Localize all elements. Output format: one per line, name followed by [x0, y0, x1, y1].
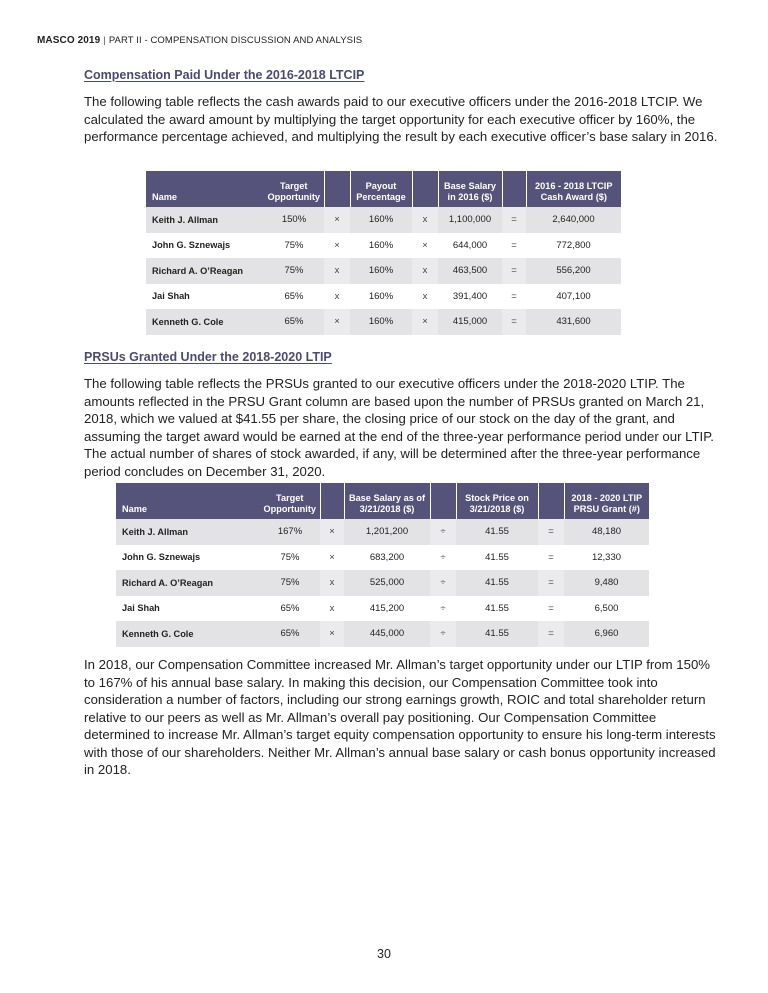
cell-operator: × [320, 621, 344, 647]
cell-operator: = [502, 258, 526, 284]
cell-operator: × [320, 519, 344, 545]
cell-award: 772,800 [556, 239, 591, 251]
col-header-name: Name [116, 483, 260, 519]
cell-salary: 1,100,000 [438, 207, 502, 233]
cell-operator: × [324, 309, 350, 335]
cell-operator: = [502, 207, 526, 233]
table-row [116, 621, 649, 647]
cell-operator: ÷ [430, 570, 456, 596]
cell-target: 75% [284, 239, 304, 251]
table-row [116, 519, 649, 545]
cell-price: 41.55 [456, 519, 538, 545]
cell-name: Richard A. O’Reagan [116, 570, 260, 596]
cell-grant: 48,180 [564, 519, 649, 545]
table-row [146, 207, 621, 233]
cell-name: Keith J. Allman [146, 207, 264, 233]
page-header [37, 35, 362, 46]
table-row [116, 545, 649, 571]
header-section: PART II - COMPENSATION DISCUSSION AND ANALYSIS [108, 35, 363, 46]
cell-grant: 6,960 [564, 621, 649, 647]
cell-salary: 415,200 [369, 602, 405, 614]
cell-name: Kenneth G. Cole [146, 309, 264, 335]
cell-award: 431,600 [526, 309, 621, 335]
cell-operator: x [320, 570, 344, 596]
cell-name: Jai Shah [122, 603, 160, 614]
cell-payout: 160% [350, 258, 412, 284]
cell-operator: × [324, 207, 350, 233]
cell-operator: × [334, 239, 340, 251]
cell-operator: x [422, 290, 428, 302]
table-row [146, 309, 621, 335]
cell-operator: = [502, 309, 526, 335]
table-row [116, 570, 649, 596]
cell-operator: x [329, 602, 335, 614]
cell-grant: 9,480 [564, 570, 649, 596]
cell-operator: × [412, 309, 438, 335]
table-row [116, 596, 649, 622]
col-header-payout: Payout Percentage [350, 171, 412, 207]
cell-award: 556,200 [526, 258, 621, 284]
col-header-salary: Base Salary in 2016 ($) [438, 171, 502, 207]
col-header-price: Stock Price on 3/21/2018 ($) [456, 483, 538, 519]
col-header-award: 2016 - 2018 LTCIP Cash Award ($) [526, 171, 621, 207]
cell-payout: 160% [350, 309, 412, 335]
cell-operator: = [538, 519, 564, 545]
cell-operator: x [334, 290, 340, 302]
col-header-grant: 2018 - 2020 LTIP PRSU Grant (#) [564, 483, 649, 519]
cell-payout: 160% [350, 207, 412, 233]
cell-target: 167% [260, 519, 320, 545]
cell-price: 41.55 [456, 570, 538, 596]
cell-operator: = [548, 602, 554, 614]
cell-operator: ÷ [440, 602, 446, 614]
cell-salary: 1,201,200 [344, 519, 430, 545]
cell-award: 2,640,000 [526, 207, 621, 233]
page-number: 30 [377, 947, 391, 961]
cell-operator: x [412, 207, 438, 233]
cell-salary: 445,000 [344, 621, 430, 647]
cell-salary: 525,000 [344, 570, 430, 596]
section2-title: PRSUs Granted Under the 2018-2020 LTIP [84, 350, 332, 364]
cell-target: 75% [260, 570, 320, 596]
cell-salary: 683,200 [369, 551, 405, 563]
cell-operator: = [511, 290, 517, 302]
cell-operator: × [422, 239, 428, 251]
cell-target: 150% [264, 207, 324, 233]
cell-target: 65% [264, 309, 324, 335]
cell-target: 75% [280, 551, 300, 563]
cell-operator: × [329, 551, 335, 563]
section1-paragraph: The following table reflects the cash awards paid to our executive officers under the 2016-2018 LTCIP. We calculated the award amount by multiplying the target opportunity for each executive officer by 160%, the performance percentage achieved, and multiplying the result by each executive officer’s base salary in 2016. [84, 94, 718, 144]
header-brand: MASCO 2019 [37, 35, 101, 46]
cell-salary: 415,000 [438, 309, 502, 335]
table-row [146, 258, 621, 284]
table-row [146, 233, 621, 259]
cell-name: John G. Sznewajs [122, 552, 201, 563]
cell-award: 407,100 [556, 290, 591, 302]
cell-name: Keith J. Allman [116, 519, 260, 545]
col-header-target: Target Opportunity [260, 483, 320, 519]
cell-price: 41.55 [456, 621, 538, 647]
section1-title: Compensation Paid Under the 2016-2018 LTCIP [84, 68, 365, 82]
cell-target: 65% [260, 621, 320, 647]
cell-salary: 391,400 [452, 290, 488, 302]
prsu-grant-table [116, 483, 649, 647]
cell-operator: = [511, 239, 517, 251]
cell-target: 75% [264, 258, 324, 284]
cell-operator: x [412, 258, 438, 284]
col-header-name: Name [146, 171, 264, 207]
cell-operator: ÷ [430, 621, 456, 647]
cell-name: Jai Shah [152, 291, 190, 302]
cell-payout: 160% [368, 290, 394, 302]
header-separator: | [103, 35, 106, 46]
ltcip-cash-award-table [146, 171, 621, 335]
cell-payout: 160% [368, 239, 394, 251]
cell-operator: = [548, 551, 554, 563]
cell-grant: 6,500 [594, 602, 619, 614]
cell-price: 41.55 [485, 551, 509, 563]
cell-operator: ÷ [440, 551, 446, 563]
closing-paragraph: In 2018, our Compensation Committee increased Mr. Allman’s target opportunity under our LTIP from 150% to 167% of his annual base salary. In making this decision, our Compensation Committee took into consideration a number of factors, including our strong earnings growth, ROIC and total shareholder return relative to our peers as well as Mr. Allman’s overall pay positioning. Our Compensation Committee determined to increase Mr. Allman’s target equity compensation opportunity to ensure his long-term interests with those of our shareholders. Neither Mr. Allman’s annual base salary or cash bonus opportunity increased in 2018. [84, 657, 716, 777]
section2-paragraph: The following table reflects the PRSUs granted to our executive officers under the 2018-2020 LTIP. The amounts reflected in the PRSU Grant column are based upon the number of PRSUs granted on March 21, 2018, which we valued at $41.55 per share, the closing price of our stock on the day of the grant, and assuming the target award would be earned at the end of the three-year performance period under our LTIP. The actual number of shares of stock awarded, if any, will be determined after the three-year performance period concludes on December 31, 2020. [84, 376, 714, 479]
cell-grant: 12,330 [591, 551, 622, 563]
cell-price: 41.55 [485, 602, 509, 614]
cell-target: 65% [280, 602, 300, 614]
col-header-target: Target Opportunity [264, 171, 324, 207]
cell-salary: 644,000 [452, 239, 488, 251]
table-row [146, 284, 621, 310]
cell-operator: = [538, 621, 564, 647]
cell-name: Kenneth G. Cole [116, 621, 260, 647]
cell-salary: 463,500 [438, 258, 502, 284]
cell-operator: = [538, 570, 564, 596]
cell-name: John G. Sznewajs [152, 240, 231, 251]
cell-operator: ÷ [430, 519, 456, 545]
cell-name: Richard A. O’Reagan [146, 258, 264, 284]
col-header-salary: Base Salary as of 3/21/2018 ($) [344, 483, 430, 519]
cell-target: 65% [284, 290, 304, 302]
cell-operator: x [324, 258, 350, 284]
